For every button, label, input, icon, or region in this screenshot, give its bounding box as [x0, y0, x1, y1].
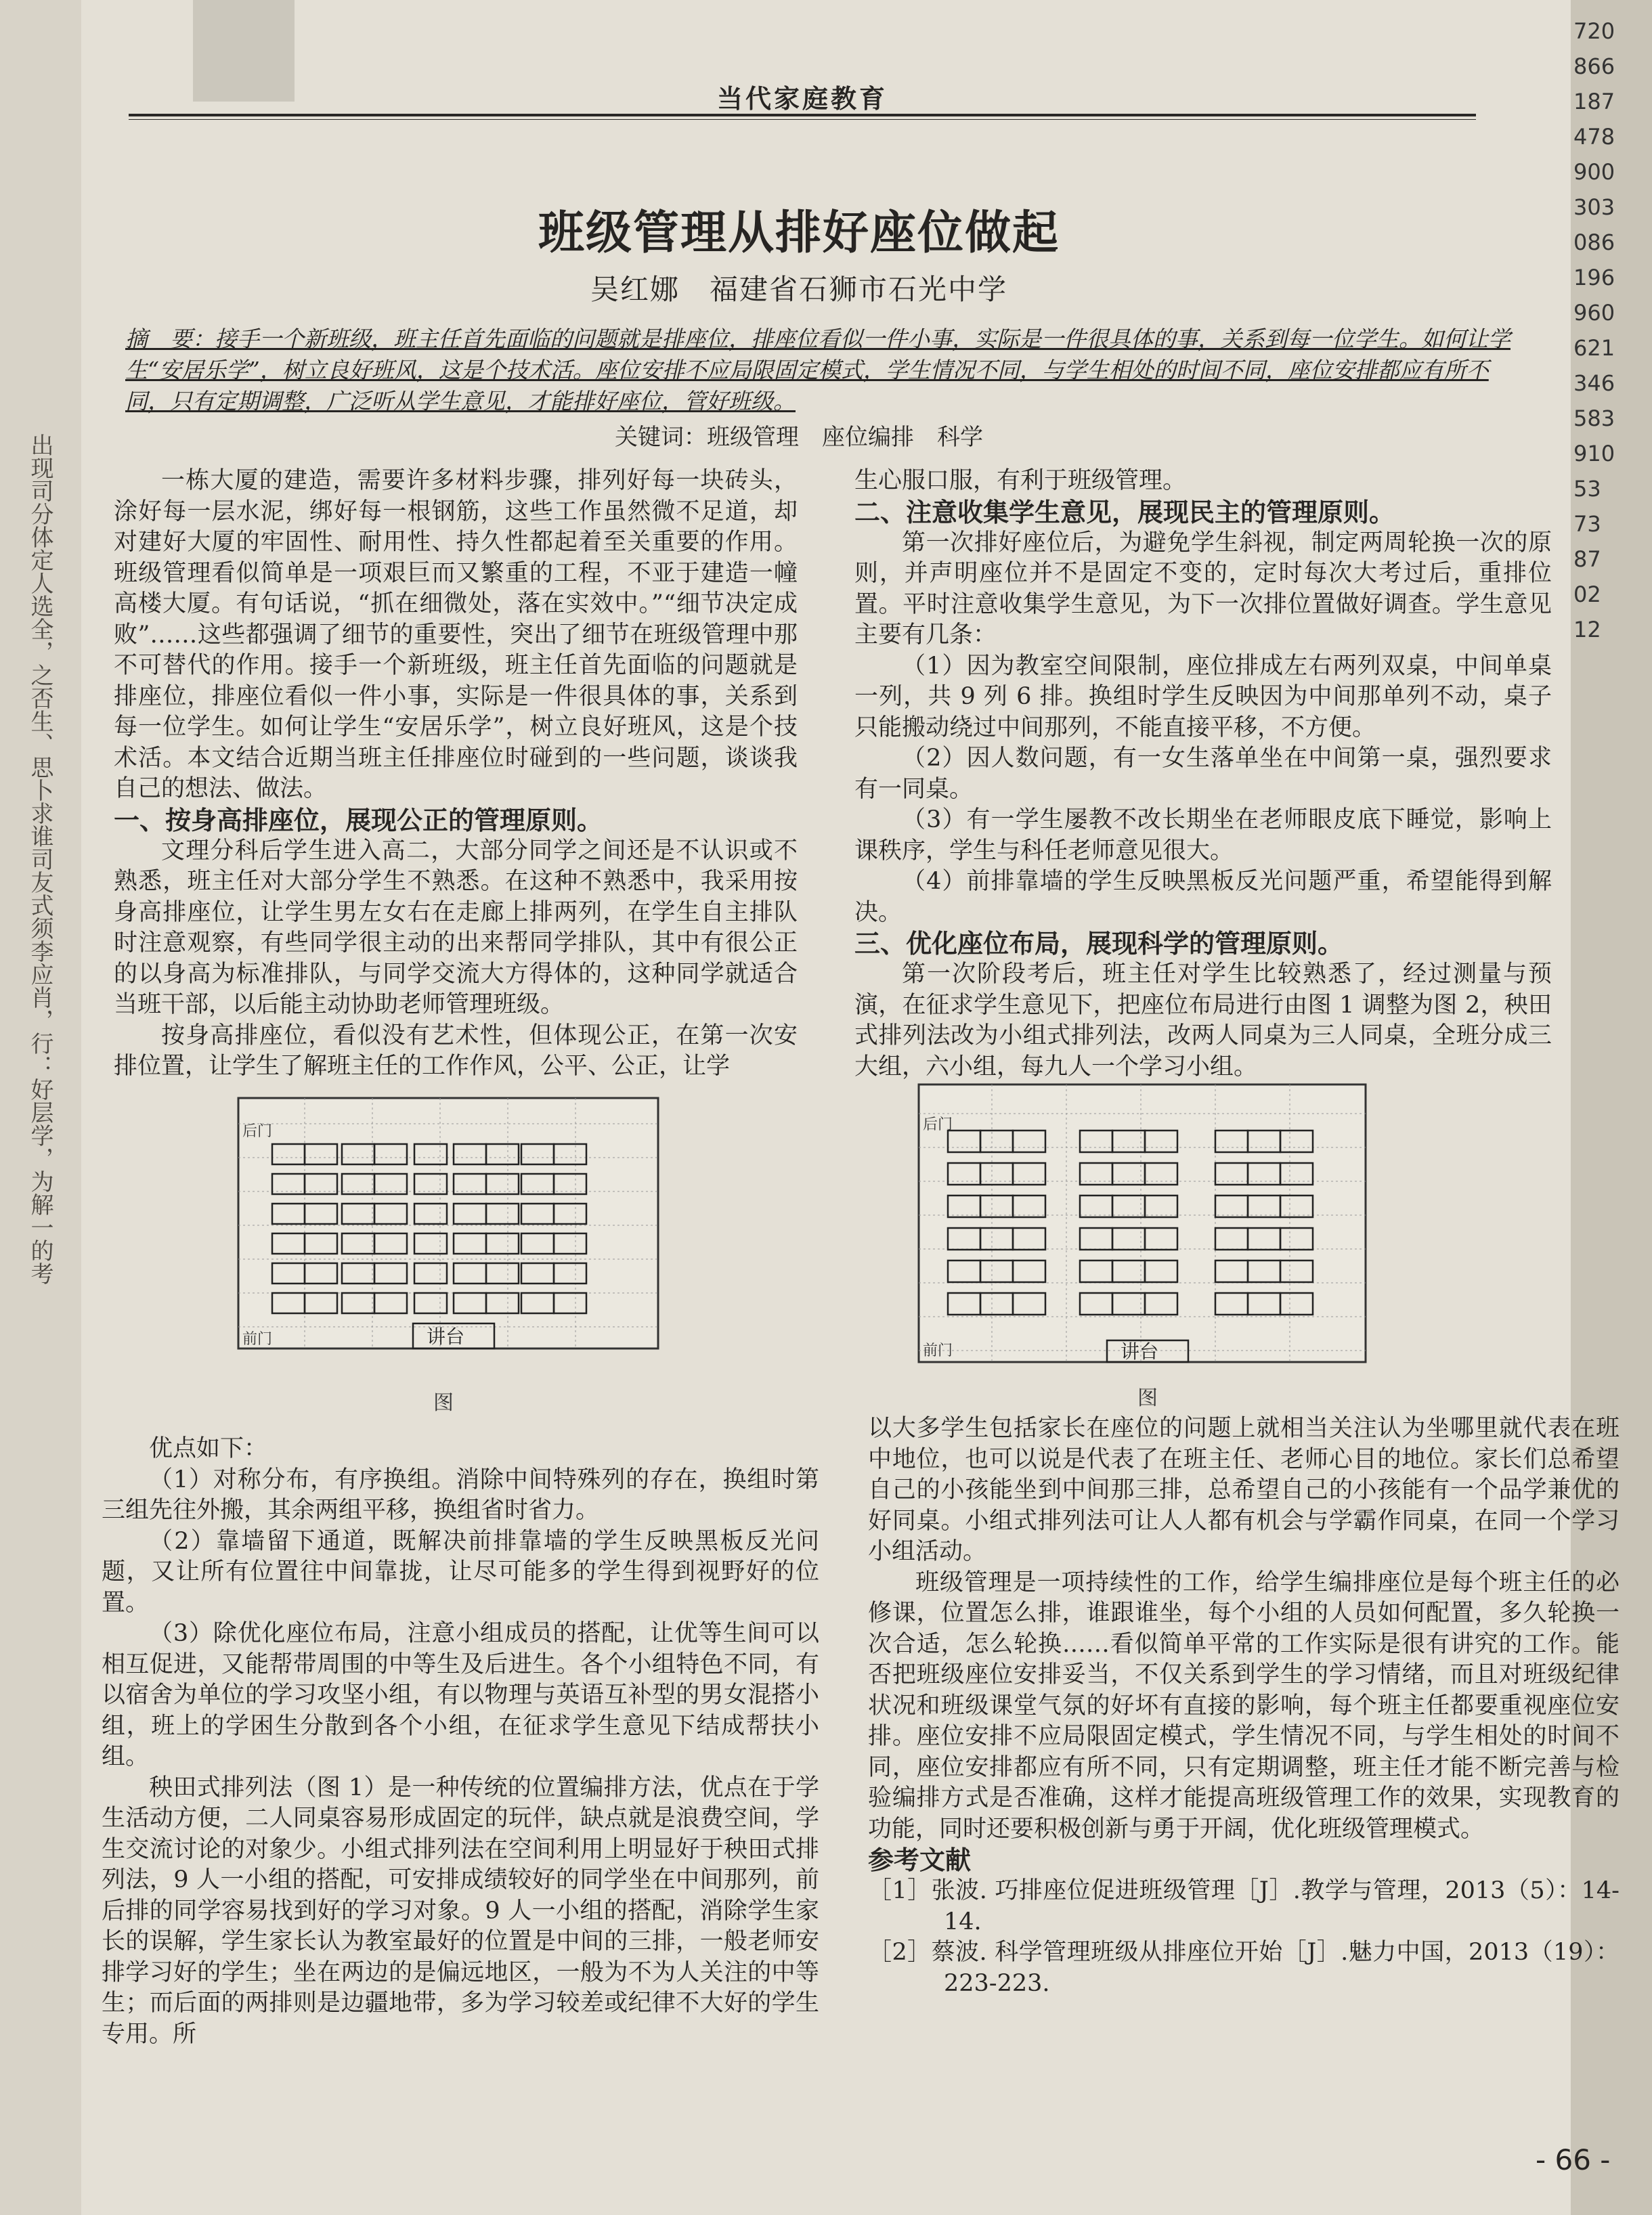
adjacent-number: 583	[1573, 405, 1615, 431]
page-number: - 66 -	[1536, 2143, 1611, 2176]
adjacent-number: 866	[1573, 53, 1615, 79]
adjacent-number: 910	[1573, 441, 1615, 466]
column-left-top	[114, 466, 798, 1082]
column-right-top	[854, 466, 1552, 1082]
adjacent-number: 187	[1573, 89, 1615, 114]
header-rule	[129, 114, 1476, 116]
paragraph: 以大多学生包括家长在座位的问题上就相当关注认为坐哪里就代表在班中地位，也可以说是代表了在班主任、老师心目的地位。家长们总希望自己的小孩能坐到中间那三排，总希望自己的小孩能有一个品学兼优的好同桌。小组式排列法可让人人都有机会与学霸作同桌，在同一个学习小组活动。	[868, 1415, 1620, 1565]
paragraph: 第一次排好座位后，为避免学生斜视，制定两周轮换一次的原则，并声明座位并不是固定不变的，定时每次大考过后，重排位置。平时注意收集学生意见，为下一次排位置做好调查。学生意见主要有几条：	[854, 529, 1552, 649]
paragraph: 秧田式排列法（图 1）是一种传统的位置编排方法，优点在于学生活动方便，二人同桌容易形成固定的玩伴，缺点就是浪费空间，学生交流讨论的对象少。小组式排列法在空间利用上明显好于秧田式排列法，9 人一小组的搭配，可安排成绩较好的同学坐在中间那列，前后排的同学容易找到好的学习对象。9 人一小组的搭配，消除学生家长的误解，学生家长认为教室最好的位置是中间的三排，一般老师安排学习好的学生；坐在两边的是偏远地区，一般为不为人关注的中等生；而后面的两排则是边疆地带，多为学习较差或纪律不大好的学生专用。所	[102, 1774, 819, 2048]
section-heading-3: 三、优化座位布局，展现科学的管理原则。	[854, 929, 1344, 959]
article-keywords: 关键词：班级管理 座位编排 科学	[615, 424, 983, 451]
paragraph: 班级管理是一项持续性的工作，给学生编排座位是每个班主任的必修课，位置怎么排，谁跟谁坐，每个小组的人员如何配置，多久轮换一次合适，怎么轮换……看似简单平常的工作实际是很有讲究的工作。能否把班级座位安排妥当，不仅关系到学生的学习情绪，而且对班级纪律状况和班级课堂气氛的好坏有直接的影响，每个班主任都要重视座位安排。座位安排不应局限固定模式，学生情况不同，与学生相处的时间不同，座位安排都应有所不同，只有定期调整，班主任才能不断完善与检验编排方式是否准确，这样才能提高班级管理工作的效果，实现教育的功能，同时还要积极创新与勇于开阔，优化班级管理模式。	[868, 1569, 1620, 1843]
adjacent-page-strip	[0, 0, 83, 2215]
seating-figure-1	[237, 1097, 670, 1422]
adjacent-number: 53	[1573, 476, 1601, 502]
article-abstract: 摘 要：接手一个新班级，班主任首先面临的问题就是排座位，排座位看似一件小事，实际是一件很具体的事，关系到每一位学生。如何让学生“安居乐学”，树立良好班风，这是个技术活。座位安排不应局限固定模式，学生情况不同，与学生相处的时间不同，座位安排都应有所不同，只有定期调整，广泛听从学生意见，才能排好座位，管好班级。	[125, 326, 1510, 414]
adjacent-page-numbers	[1573, 14, 1615, 647]
paragraph: 第一次阶段考后，班主任对学生比较熟悉了，经过测量与预演，在征求学生意见下，把座位布局进行由图 1 调整为图 2，秧田式排列法改为小组式排列法，改两人同桌为三人同桌，全班分成三大组，六小组，每九人一个学习小组。	[854, 961, 1552, 1080]
paragraph: 文理分科后学生进入高二，大部分同学之间还是不认识或不熟悉，班主任对大部分学生不熟悉。在这种不熟悉中，我采用按身高排座位，让学生男左女右在走廊上排两列，在学生自主排队时注意观察，有些同学很主动的出来帮同学排队，其中有很公正的以身高为标准排队，与同学交流大方得体的，这种同学就适合当班干部，以后能主动协助老师管理班级。	[114, 837, 798, 1018]
adjacent-number: 086	[1573, 229, 1615, 255]
paragraph: 按身高排座位，看似没有艺术性，但体现公正，在第一次安排位置，让学生了解班主任的工作作风，公平、公正，让学	[114, 1022, 798, 1080]
adjacent-number: 960	[1573, 300, 1615, 326]
adjacent-number: 900	[1573, 159, 1615, 185]
front-door-label: 前门	[242, 1331, 273, 1348]
classroom-outline	[919, 1084, 1366, 1362]
front-door-label: 前门	[923, 1342, 953, 1359]
list-item: （4）前排靠墙的学生反映黑板反光问题严重，希望能得到解决。	[854, 868, 1552, 926]
reference-item: ［1］张波. 巧排座位促进班级管理［J］.教学与管理，2013（5）：14-14.	[868, 1877, 1620, 1935]
paragraph: 生心服口服，有利于班级管理。	[854, 467, 1187, 494]
adjacent-number: 196	[1573, 265, 1615, 290]
running-head: 当代家庭教育	[716, 83, 888, 114]
podium-label: 讲台	[1121, 1340, 1159, 1363]
adjacent-number: 87	[1573, 546, 1601, 572]
seating-figure-2	[917, 1083, 1371, 1415]
article-title: 班级管理从排好座位做起	[538, 206, 1060, 260]
section-heading-1: 一、按身高排座位，展现公正的管理原则。	[114, 805, 603, 835]
section-heading-2: 二、注意收集学生意见，展现民主的管理原则。	[854, 497, 1395, 527]
adjacent-number: 621	[1573, 335, 1615, 361]
list-item: （1）对称分布，有序换组。消除中间特殊列的存在，换组时第三组先往外搬，其余两组平移，换组省时省力。	[102, 1466, 819, 1524]
adjacent-number: 346	[1573, 370, 1615, 396]
adjacent-number: 73	[1573, 511, 1601, 537]
list-item: （3）除优化座位布局，注意小组成员的搭配，让优等生间可以相互促进，又能帮带周围的中等生及后进生。各个小组特色不同，有以宿舍为单位的学习攻坚小组，有以物理与英语互补型的男女混搭小组，班上的学困生分散到各个小组，在征求学生意见下结成帮扶小组。	[102, 1620, 819, 1770]
list-item: （2）因人数问题，有一女生落单坐在中间第一桌，强烈要求有一同桌。	[854, 745, 1552, 803]
column-left-bottom	[102, 1434, 819, 2050]
adjacent-number: 12	[1573, 617, 1601, 642]
back-door-label: 后门	[242, 1123, 273, 1140]
figure-caption: 图	[1137, 1386, 1158, 1410]
figure-caption: 图	[433, 1391, 454, 1415]
adjacent-number: 478	[1573, 124, 1615, 150]
article-byline: 吴红娜 福建省石狮市石光中学	[590, 273, 1007, 306]
back-door-label: 后门	[923, 1116, 953, 1133]
references-heading: 参考文献	[868, 1845, 972, 1875]
column-right-bottom	[868, 1413, 1620, 1999]
list-item: （1）因为教室空间限制，座位排成左右两列双桌，中间单桌一列，共 9 列 6 排。换组时学生反映因为中间那单列不动，桌子只能搬动绕过中间那列，不能直接平移，不方便。	[854, 652, 1552, 741]
reference-item: ［2］蔡波. 科学管理班级从排座位开始［J］.魅力中国，2013（19）：223-223.	[868, 1939, 1620, 1997]
list-item: （2）靠墙留下通道，既解决前排靠墙的学生反映黑板反光问题，又让所有位置往中间靠拢，让尽可能多的学生得到视野好的位置。	[102, 1527, 819, 1617]
adjacent-number: 02	[1573, 582, 1601, 607]
adjacent-page-text: 出现司分体定人选全，之否生、思卜求谁司友式须李应肖，行：好层学，为解一的考	[26, 433, 53, 1285]
list-item: （3）有一学生屡教不改长期坐在老师眼皮底下睡觉，影响上课秩序，学生与科任老师意见很大。	[854, 806, 1552, 864]
podium-label: 讲台	[427, 1325, 465, 1348]
paragraph: 一栋大厦的建造，需要许多材料步骤，排列好每一块砖头，涂好每一层水泥，绑好每一根钢筋，这些工作虽然微不足道，却对建好大厦的牢固性、耐用性、持久性都起着至关重要的作用。班级管理看似简单是一项艰巨而又繁重的工程，不亚于建造一幢高楼大厦。有句话说，“抓在细微处，落在实效中。”“细节决定成败”……这些都强调了细节的重要性，突出了细节在班级管理中那不可替代的作用。接手一个新班级，班主任首先面临的问题就是排座位，排座位看似一件小事，实际是一件很具体的事，关系到每一位学生。如何让学生“安居乐学”，树立良好班风，这是个技术活。本文结合近期当班主任排座位时碰到的一些问题，谈谈我自己的想法、做法。	[114, 467, 798, 802]
paragraph: 优点如下：	[149, 1435, 268, 1462]
adjacent-number: 720	[1573, 18, 1615, 44]
adjacent-number: 303	[1573, 194, 1615, 220]
header-rule-thin	[129, 119, 1476, 120]
